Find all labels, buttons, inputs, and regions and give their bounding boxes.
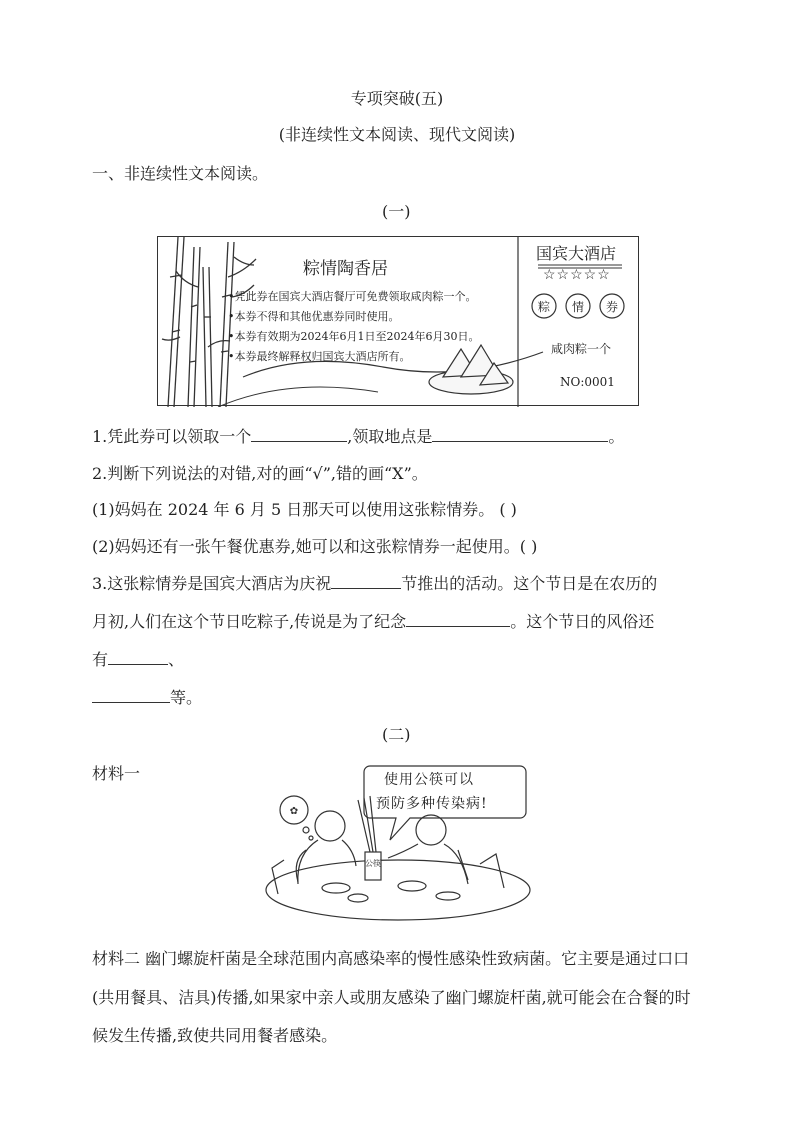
question-text: 等。 (170, 688, 203, 707)
coupon-item: 咸肉粽一个 (551, 342, 612, 356)
coupon-rule: •本券不得和其他优惠券同时使用。 (228, 310, 400, 323)
material-2-line: 候发生传播,致使共同用餐者感染。 (92, 1026, 338, 1045)
coupon-hotel-name: 国宾大酒店 (536, 244, 617, 263)
chopstick-label: 公筷 (365, 859, 381, 868)
speech-line: 使用公筷可以 (384, 772, 474, 788)
answer-blank[interactable] (432, 425, 608, 442)
cartoon-image (258, 760, 536, 924)
coupon-rule: •本券最终解释权归国宾大酒店所有。 (228, 350, 411, 363)
coupon-rules (228, 287, 479, 367)
question-2-item: (2)妈妈还有一张午餐优惠券,她可以和这张粽情券一起使用。( ) (92, 537, 538, 556)
question-text: 月初,人们在这个节日吃粽子,传说是为了纪念 (92, 612, 407, 631)
question-3-line (92, 647, 184, 670)
question-text: 1.凭此券可以领取一个 (92, 427, 252, 446)
answer-blank[interactable] (108, 648, 168, 665)
question-text: 节推出的活动。这个节日是在农历的 (401, 574, 658, 593)
part-label-1: (一) (382, 202, 411, 221)
part-label-2: (二) (382, 725, 411, 744)
material-2-line: (共用餐具、洁具)传播,如果家中亲人或朋友感染了幽门螺旋杆菌,就可能会在合餐的时 (92, 988, 691, 1007)
question-text: ,领取地点是 (347, 427, 433, 446)
coupon-image (157, 236, 639, 406)
question-1 (92, 424, 624, 447)
question-2-stem: 2.判断下列说法的对错,对的画“√”,错的画“X”。 (92, 464, 428, 483)
answer-blank[interactable] (92, 686, 170, 703)
answer-blank[interactable] (251, 425, 347, 442)
speech-line: 预防多种传染病! (376, 796, 488, 812)
question-text: 3.这张粽情券是国宾大酒店为庆祝 (92, 574, 332, 593)
page-subtitle: (非连续性文本阅读、现代文阅读) (278, 125, 516, 144)
coupon-number: NO:0001 (560, 375, 615, 389)
coupon-rule: •本券有效期为2024年6月1日至2024年6月30日。 (228, 330, 480, 343)
answer-blank[interactable] (406, 610, 510, 627)
coupon-badge-char: 情 (572, 300, 585, 314)
question-text: 有 (92, 650, 109, 669)
section-heading: 一、非连续性文本阅读。 (92, 164, 269, 183)
question-3-line (92, 685, 202, 708)
coupon-rule: •凭此券在国宾大酒店餐厅可免费领取咸肉粽一个。 (228, 290, 477, 303)
answer-blank[interactable] (331, 572, 401, 589)
material-1-label: 材料一 (92, 764, 141, 783)
coupon-stars: ☆☆☆☆☆ (543, 267, 611, 283)
question-text: 。 (608, 427, 625, 446)
svg-text:✿: ✿ (289, 806, 299, 817)
coupon-title: 粽情陶香居 (303, 259, 388, 279)
question-text: 、 (168, 650, 185, 669)
question-3-line (92, 609, 654, 632)
material-2-line: 材料二 幽门螺旋杆菌是全球范围内高感染率的慢性感染性致病菌。它主要是通过口口 (92, 949, 690, 968)
coupon-badge-char: 券 (606, 300, 619, 314)
question-2-item: (1)妈妈在 2024 年 6 月 5 日那天可以使用这张粽情券。 ( ) (92, 500, 517, 519)
question-text: 。这个节日的风俗还 (510, 612, 655, 631)
question-3-line (92, 571, 657, 594)
coupon-badge-char: 粽 (538, 300, 551, 314)
page-title: 专项突破(五) (350, 89, 444, 108)
